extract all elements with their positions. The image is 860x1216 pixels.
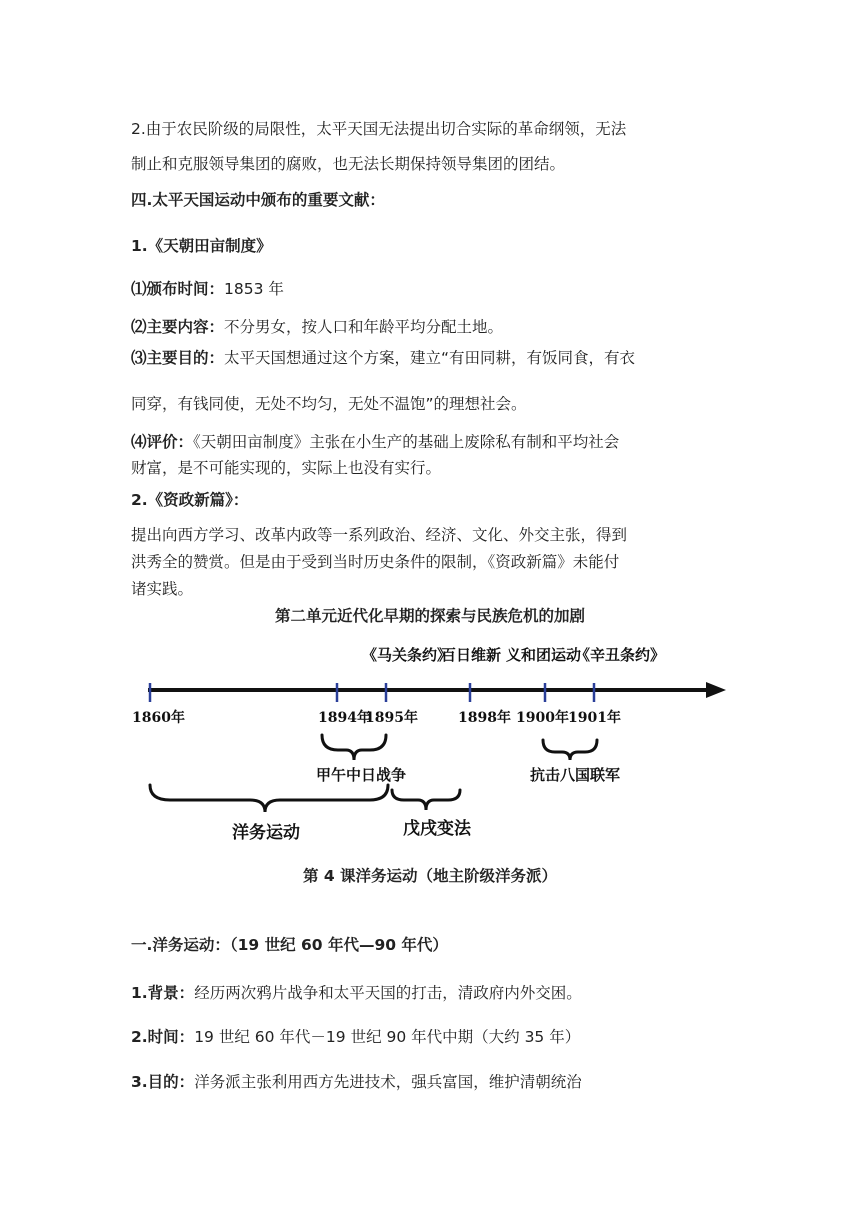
event-label: 百日维新 <box>441 646 502 664</box>
event-label: 《马关条约》 <box>362 646 453 664</box>
item-label: 3.目的： <box>131 1073 195 1091</box>
year-label: 1894年 <box>318 710 371 726</box>
paragraph-line: 诸实践。 <box>131 580 194 598</box>
brace-westernization <box>150 785 388 812</box>
lesson-title: 第 4 课洋务运动（地主阶级洋务派） <box>302 867 558 885</box>
timeline-arrow <box>706 682 726 698</box>
item-label: ⑴颁布时间： <box>131 280 225 298</box>
brace-reform <box>392 790 460 810</box>
brace-label: 洋务运动 <box>232 823 300 843</box>
section-heading: 四.太平天国运动中颁布的重要文献： <box>131 191 385 209</box>
item-text: 经历两次鸦片战争和太平天国的打击，清政府内外交困。 <box>194 984 582 1002</box>
item-label: 1.背景： <box>131 984 195 1002</box>
item-text: 19 世纪 60 年代－19 世纪 90 年代中期（大约 35 年） <box>194 1028 581 1046</box>
list-item <box>131 1071 731 1093</box>
paragraph-line: 制止和克服领导集团的腐败，也无法长期保持领导集团的团结。 <box>131 155 566 173</box>
list-item <box>131 1026 731 1048</box>
item-text: 太平天国想通过这个方案，建立“有田同耕，有饭同食，有衣 <box>224 349 636 367</box>
item-label: 2.时间： <box>131 1028 195 1046</box>
brace-label: 甲午中日战争 <box>316 766 407 784</box>
year-label: 1895年 <box>365 710 418 726</box>
list-item <box>131 347 731 369</box>
brace-label: 抗击八国联军 <box>530 766 621 784</box>
item-label: ⑶主要目的： <box>131 349 225 367</box>
paragraph-line: 提出向西方学习、改革内政等一系列政治、经济、文化、外交主张，得到 <box>131 526 628 544</box>
list-item <box>131 278 731 300</box>
item-text: 《天朝田亩制度》主张在小生产的基础上废除私有制和平均社会 <box>193 433 620 451</box>
year-label: 1901年 <box>568 710 621 726</box>
list-item <box>131 982 731 1004</box>
brace-label: 戊戌变法 <box>403 819 471 839</box>
item-label: ⑵主要内容： <box>131 318 225 336</box>
item-text: 1853 年 <box>224 280 284 298</box>
paragraph-line: 财富，是不可能实现的，实际上也没有实行。 <box>131 459 442 477</box>
timeline-diagram <box>0 630 860 860</box>
event-label: 《辛丑条约》 <box>575 646 666 664</box>
document-title: 2.《资政新篇》： <box>131 491 249 509</box>
document-title: 1.《天朝田亩制度》 <box>131 237 272 255</box>
item-label: ⑷评价： <box>131 433 194 451</box>
brace-eight-nation <box>543 740 597 760</box>
paragraph-line: 2.由于农民阶级的局限性，太平天国无法提出切合实际的革命纲领，无法 <box>131 120 627 138</box>
item-text: 不分男女，按人口和年龄平均分配土地。 <box>224 318 504 336</box>
year-label: 1860年 <box>132 710 185 726</box>
paragraph-line: 洪秀全的赞赏。但是由于受到当时历史条件的限制，《资政新篇》未能付 <box>131 553 620 571</box>
event-label: 义和团运动 <box>506 646 582 664</box>
brace-sino-japanese-war <box>322 735 386 760</box>
year-label: 1898年 <box>458 710 511 726</box>
year-label: 1900年 <box>516 710 569 726</box>
unit-title: 第二单元近代化早期的探索与民族危机的加剧 <box>274 607 585 625</box>
item-text: 洋务派主张利用西方先进技术，强兵富国，维护清朝统治 <box>194 1073 582 1091</box>
list-item <box>131 431 731 453</box>
list-item <box>131 316 731 338</box>
paragraph-line: 同穿，有钱同使，无处不均匀，无处不温饱”的理想社会。 <box>131 395 527 413</box>
section-heading: 一.洋务运动：（19 世纪 60 年代—90 年代） <box>131 936 448 954</box>
